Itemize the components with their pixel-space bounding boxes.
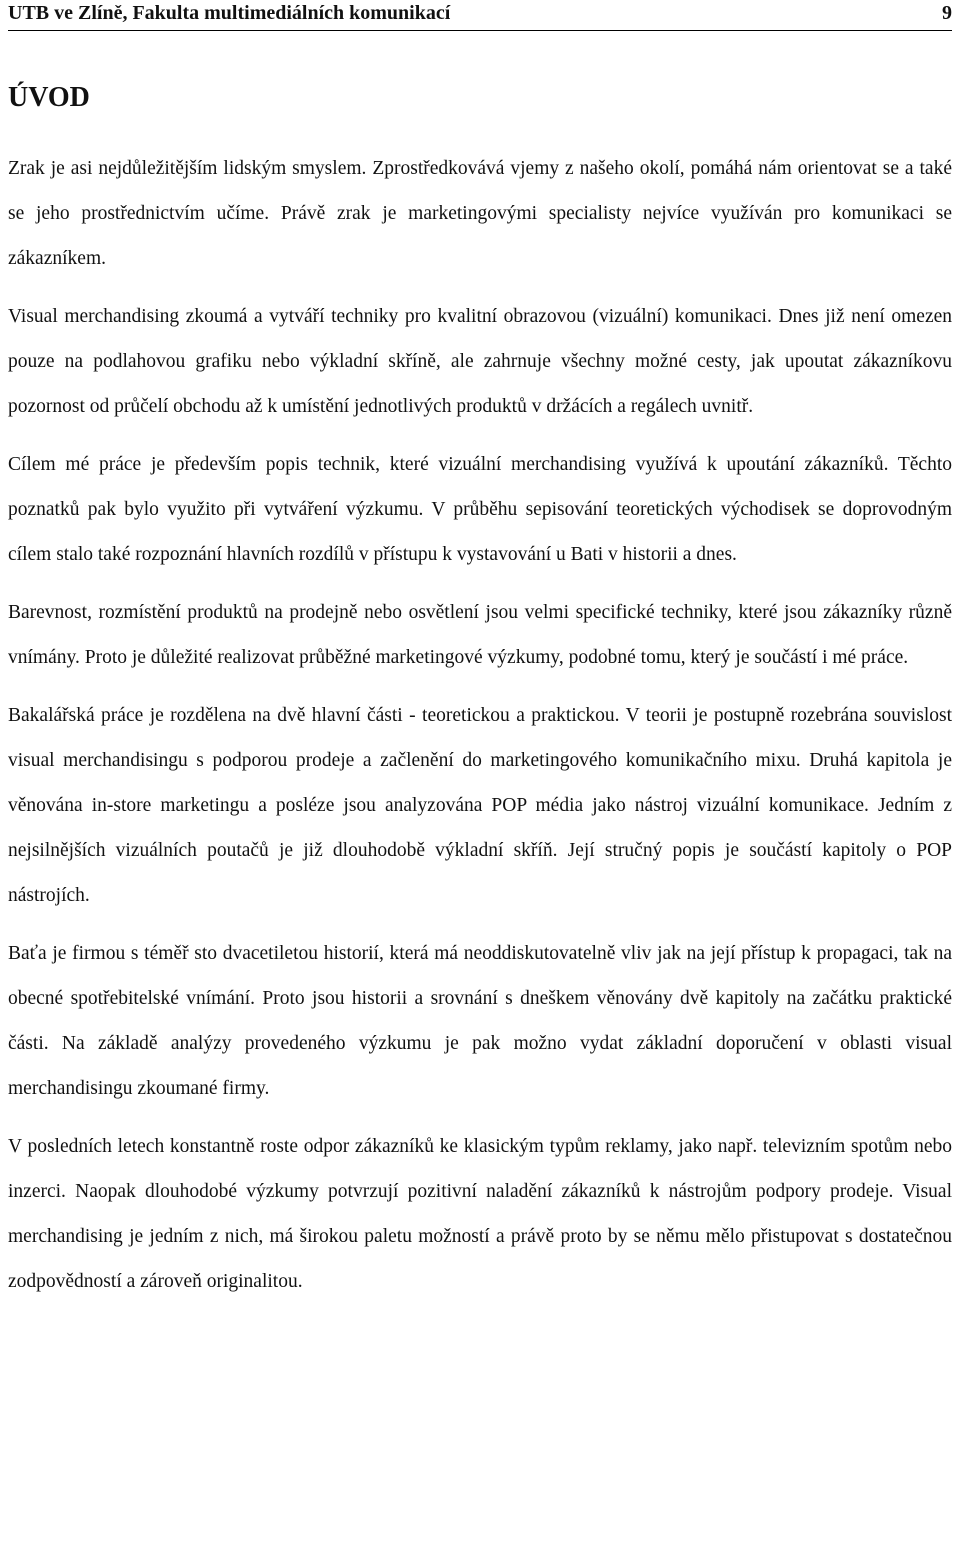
paragraph-bata: Baťa je firmou s téměř sto dvacetiletou historií, která má neoddiskutovatelně vliv jak na její přístup k propagaci, tak na obecné spotřebitelské vnímání. Proto jsou historii a srovnání s dneškem věnovány dvě kapitoly na začátku praktické části. Na základě analýzy provedeného výzkumu je pak možno vydat základní doporučení v oblasti visual merchandisingu zkoumané firmy. — [8, 943, 952, 1099]
body-text — [8, 146, 952, 1317]
page-number: 9 — [942, 2, 952, 24]
header-title: UTB ve Zlíně, Fakulta multimediálních komunikací — [8, 2, 451, 24]
paragraph-goal: Cílem mé práce je především popis technik, které vizuální merchandising využívá k upoutání zákazníků. Těchto poznatků pak bylo využito při vytváření výzkumu. V průběhu sepisování teoretických východisek se doprovodným cílem stalo také rozpoznání hlavních rozdílů v přístupu k vystavování u Bati v historii a dnes. — [8, 454, 952, 565]
chapter-title: ÚVOD — [8, 82, 90, 113]
paragraph-intro: Zrak je asi nejdůležitějším lidským smyslem. Zprostředkovává vjemy z našeho okolí, pomáhá nám orientovat se a také se jeho prostřednictvím učíme. Právě zrak je marketingovými specialisty nejvíce využíván pro komunikaci se zákazníkem. — [8, 158, 952, 269]
paragraph-colors: Barevnost, rozmístění produktů na prodejně nebo osvětlení jsou velmi specifické techniky, které jsou zákazníky různě vnímány. Proto je důležité realizovat průběžné marketingové výzkumy, podobné tomu, který je součástí i mé práce. — [8, 602, 952, 668]
paragraph-visual-merchandising: Visual merchandising zkoumá a vytváří techniky pro kvalitní obrazovou (vizuální) komunikaci. Dnes již není omezen pouze na podlahovou grafiku nebo výkladní skříně, ale zahrnuje všechny možné cesty, jak upoutat zákazníkovu pozornost od průčelí obchodu až k umístění jednotlivých produktů v držácích a regálech uvnitř. — [8, 306, 952, 417]
paragraph-structure: Bakalářská práce je rozdělena na dvě hlavní části - teoretickou a praktickou. V teorii je postupně rozebrána souvislost visual merchandisingu s podporou prodeje a začlenění do marketingového komunikačního mixu. Druhá kapitola je věnována in-store marketingu a posléze jsou analyzována POP média jako nástroj vizuální komunikace. Jedním z nejsilnějších vizuálních poutačů je již dlouhodobě výkladní skříň. Její stručný popis je součástí kapitoly o POP nástrojích. — [8, 705, 952, 906]
page-header — [8, 0, 952, 31]
paragraph-conclusion: V posledních letech konstantně roste odpor zákazníků ke klasickým typům reklamy, jako např. televizním spotům nebo inzerci. Naopak dlouhodobé výzkumy potvrzují pozitivní naladění zákazníků k nástrojům podpory prodeje. Visual merchandising je jedním z nich, má širokou paletu možností a právě proto by se němu mělo přistupovat s dostatečnou zodpovědností a zároveň originalitou. — [8, 1136, 952, 1292]
